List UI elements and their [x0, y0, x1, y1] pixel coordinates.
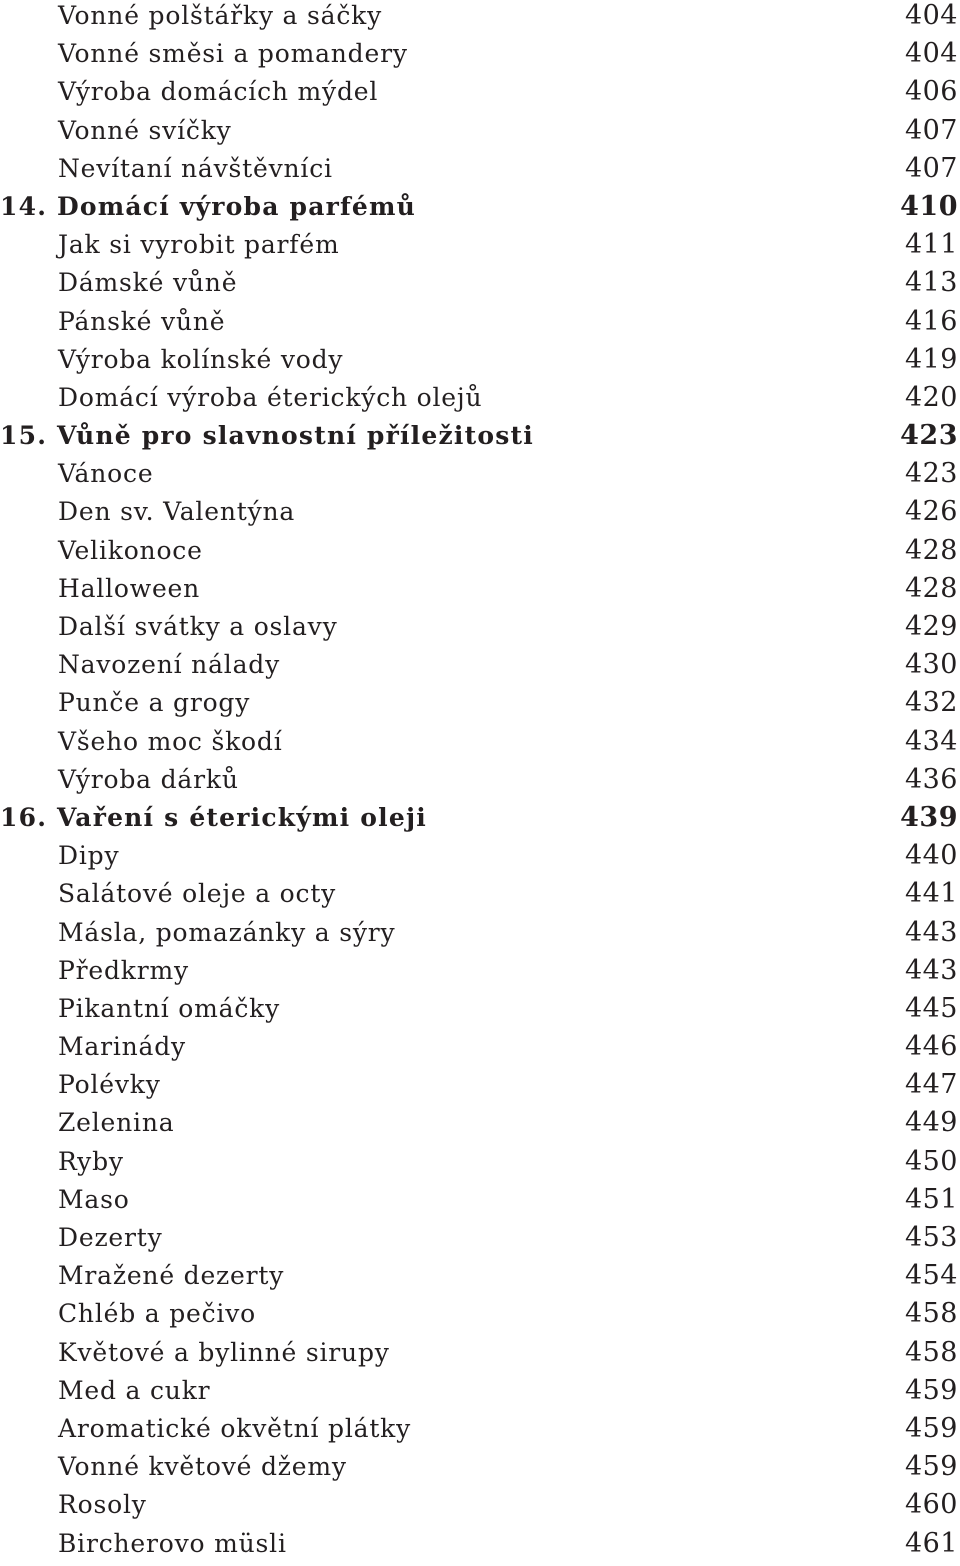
toc-entry-title: Vonné svíčky	[58, 115, 232, 145]
toc-entry-title: Marinády	[58, 1032, 186, 1062]
toc-entry	[0, 1337, 960, 1375]
toc-entry-page: 426	[904, 496, 958, 528]
toc-entry-title: Velikonoce	[58, 535, 203, 565]
toc-entry-title: Dezerty	[58, 1223, 163, 1252]
toc-entry	[0, 611, 960, 649]
toc-entry-title: Salátové oleje a octy	[58, 879, 337, 909]
toc-entry-page: 449	[904, 1107, 958, 1139]
toc-entry-title: Další svátky a oslavy	[58, 612, 338, 641]
toc-entry-title: Maso	[58, 1184, 130, 1214]
toc-entry-page: 411	[904, 229, 958, 261]
toc-chapter-heading	[0, 191, 960, 229]
toc-entry-title: Med a cukr	[58, 1375, 211, 1405]
toc-entry-page: 434	[904, 725, 958, 757]
toc-entry	[0, 1069, 960, 1107]
toc-entry	[0, 726, 960, 764]
toc-entry	[0, 1375, 960, 1413]
toc-entry-title: Mražené dezerty	[58, 1261, 285, 1291]
toc-chapter-title: 15. Vůně pro slavnostní příležitosti	[0, 421, 534, 451]
toc-entry-page: 459	[904, 1451, 958, 1483]
toc-entry-title: Jak si vyrobit parfém	[58, 230, 340, 260]
toc-entry-page: 443	[904, 954, 958, 986]
toc-entry-page: 413	[904, 267, 958, 299]
toc-entry-title: Másla, pomazánky a sýry	[58, 917, 396, 947]
toc-entry	[0, 344, 960, 382]
toc-entry-page: 436	[904, 763, 958, 795]
toc-entry-title: Ryby	[58, 1146, 124, 1176]
toc-entry-title: Výroba kolínské vody	[58, 344, 344, 374]
toc-entry-page: 458	[904, 1298, 958, 1330]
toc-entry	[0, 306, 960, 344]
toc-entry-page: 428	[904, 572, 958, 604]
toc-entry-page: 407	[904, 114, 958, 146]
toc-entry-page: 423	[904, 458, 958, 490]
toc-entry-page: 453	[904, 1222, 958, 1253]
toc-chapter-title: 16. Vaření s éterickými oleji	[0, 802, 427, 832]
toc-entry	[0, 1489, 960, 1527]
toc-entry-page: 450	[904, 1145, 958, 1177]
toc-entry-page: 416	[904, 305, 958, 337]
toc-entry-title: Dámské vůně	[58, 268, 238, 298]
toc-chapter-page: 410	[900, 190, 958, 222]
toc-entry-page: 404	[904, 38, 958, 70]
toc-entry-page: 460	[904, 1489, 958, 1521]
toc-entry-title: Nevítaní návštěvníci	[58, 153, 333, 183]
toc-entry-title: Zelenina	[58, 1108, 175, 1138]
toc-entry-title: Vonné květové džemy	[58, 1452, 347, 1482]
toc-entry	[0, 840, 960, 878]
toc-entry	[0, 764, 960, 802]
toc-entry-title: Vánoce	[58, 459, 154, 489]
toc-entry-page: 458	[904, 1336, 958, 1368]
toc-entry	[0, 1451, 960, 1489]
toc-entry-title: Výroba domácích mýdel	[58, 77, 379, 107]
toc-entry	[0, 687, 960, 725]
toc-entry-title: Den sv. Valentýna	[58, 497, 296, 527]
toc-chapter-heading	[0, 802, 960, 840]
toc-entry-title: Výroba dárků	[58, 764, 239, 794]
toc-entry-page: 447	[904, 1069, 958, 1101]
toc-entry	[0, 1528, 960, 1566]
toc-entry-page: 461	[904, 1527, 958, 1559]
toc-entry-title: Vonné směsi a pomandery	[58, 39, 408, 69]
toc-entry-title: Květové a bylinné sirupy	[58, 1337, 390, 1367]
toc-entry-page: 454	[904, 1260, 958, 1292]
toc-entry-page: 419	[904, 343, 958, 375]
toc-entry-page: 459	[904, 1412, 958, 1444]
toc-entry-page: 451	[904, 1183, 958, 1215]
toc-chapter-page: 423	[900, 420, 958, 452]
toc-entry	[0, 38, 960, 76]
toc-entry	[0, 878, 960, 916]
toc-entry-title: Vonné polštářky a sáčky	[58, 1, 383, 30]
toc-entry	[0, 267, 960, 305]
toc-entry-page: 407	[904, 152, 958, 184]
toc-entry-page: 441	[904, 878, 958, 910]
toc-entry	[0, 1107, 960, 1145]
toc-entry-title: Všeho moc škodí	[58, 726, 283, 756]
toc-entry	[0, 458, 960, 496]
toc-entry	[0, 993, 960, 1031]
toc-entry-page: 445	[904, 992, 958, 1024]
toc-entry-page: 429	[904, 611, 958, 642]
toc-chapter-page: 439	[900, 801, 958, 833]
toc-entry-title: Rosoly	[58, 1490, 147, 1520]
toc-entry-title: Domácí výroba éterických olejů	[58, 382, 483, 412]
toc-entry	[0, 1222, 960, 1260]
toc-entry	[0, 76, 960, 114]
toc-chapter-title: 14. Domácí výroba parfémů	[0, 191, 417, 221]
toc-entry	[0, 1413, 960, 1451]
toc-entry	[0, 1298, 960, 1336]
toc-entry-page: 440	[904, 840, 958, 872]
toc-entry-title: Pánské vůně	[58, 306, 226, 336]
toc-entry-title: Pikantní omáčky	[58, 993, 280, 1023]
toc-entry	[0, 229, 960, 267]
toc-entry-title: Aromatické okvětní plátky	[58, 1413, 412, 1443]
toc-chapter-heading	[0, 420, 960, 458]
toc-entry-page: 406	[904, 76, 958, 108]
toc-entry	[0, 535, 960, 573]
toc-entry-title: Chléb a pečivo	[58, 1299, 256, 1329]
toc-entry-title: Navození nálady	[58, 650, 280, 680]
toc-entry	[0, 573, 960, 611]
toc-entry	[0, 917, 960, 955]
toc-entry	[0, 1146, 960, 1184]
toc-entry-page: 428	[904, 534, 958, 566]
toc-entry-page: 420	[904, 381, 958, 413]
toc-entry	[0, 153, 960, 191]
toc-entry-page: 443	[904, 916, 958, 948]
toc-entry-title: Punče a grogy	[58, 688, 251, 718]
toc-entry-page: 430	[904, 649, 958, 681]
toc-entry	[0, 0, 960, 38]
toc-entry	[0, 382, 960, 420]
toc-entry-page: 432	[904, 687, 958, 719]
toc-entry	[0, 649, 960, 687]
toc-entry-title: Halloween	[58, 573, 201, 603]
toc-entry-title: Předkrmy	[58, 955, 189, 985]
toc-entry-page: 404	[904, 0, 958, 31]
toc-entry-title: Bircherovo müsli	[58, 1528, 287, 1558]
toc-entry-page: 459	[904, 1374, 958, 1406]
toc-entry	[0, 1031, 960, 1069]
toc-entry	[0, 1184, 960, 1222]
toc-entry-title: Polévky	[58, 1070, 161, 1100]
toc-entry-title: Dipy	[58, 841, 120, 871]
toc-entry	[0, 115, 960, 153]
toc-entry	[0, 496, 960, 534]
toc-entry	[0, 1260, 960, 1298]
toc-entry	[0, 955, 960, 993]
toc-entry-page: 446	[904, 1031, 958, 1063]
